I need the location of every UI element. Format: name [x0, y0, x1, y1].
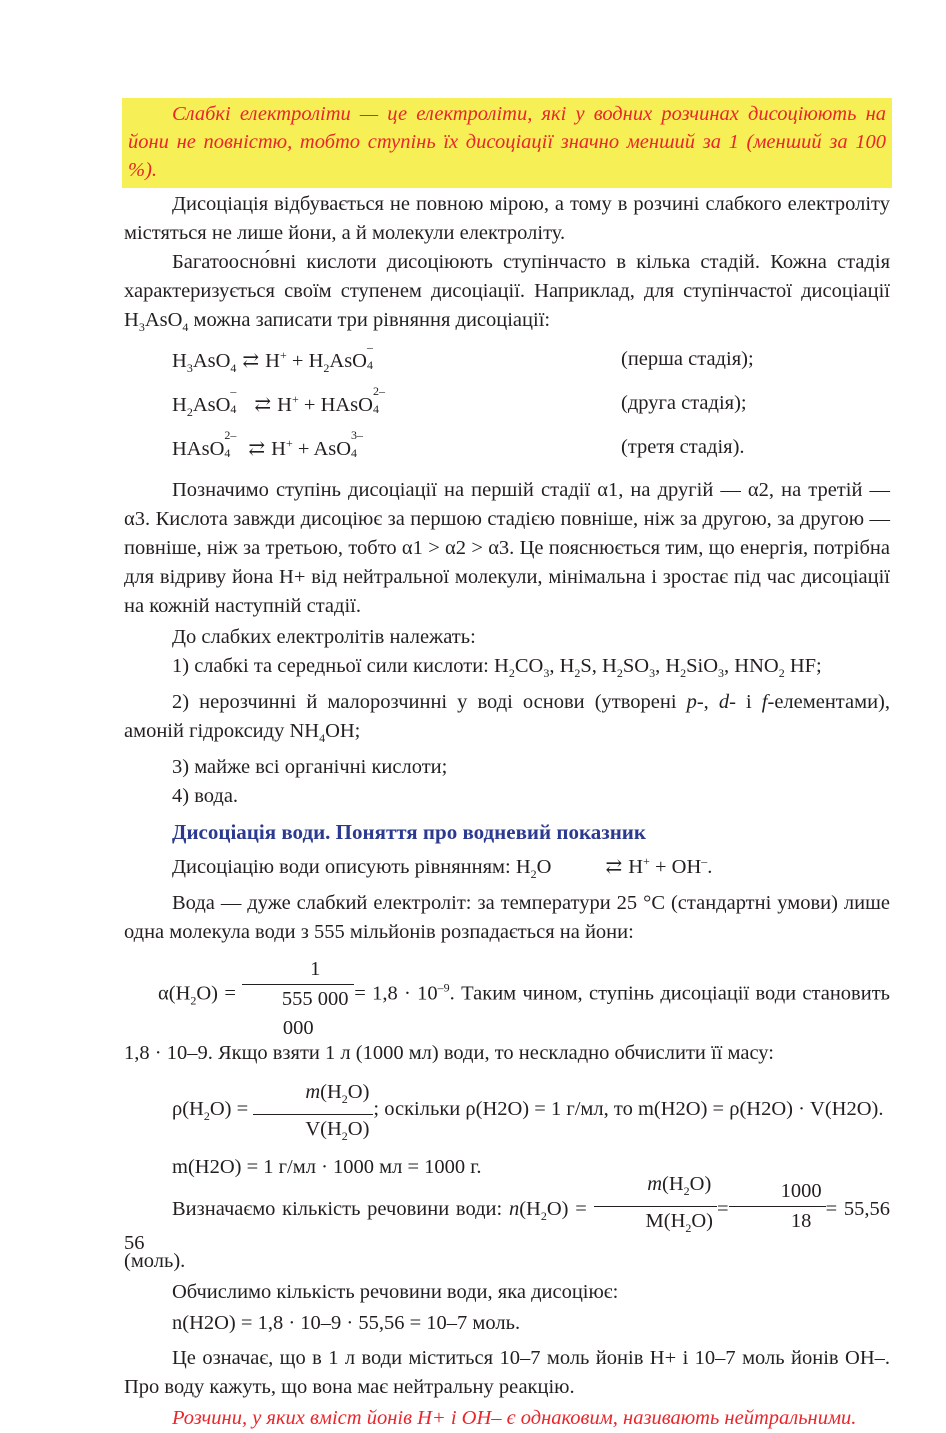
stage-label-3: (третя стадія).	[621, 436, 745, 458]
definition-neutral: Розчини, у яких вміст йонів H+ і OH– є однаковим, називають нейтральними.	[172, 1407, 857, 1429]
amount-frac2-den: 18	[729, 1206, 826, 1236]
page-number: 56	[124, 1232, 145, 1254]
amount-frac1-den: $M(H_2O)$	[594, 1206, 718, 1243]
water-paragraph: Вода — дуже слабкий електроліт: за температури 25 °С (стандартні умови) лише одна молекула води з 555 мільйонів розпадається на йони:	[124, 892, 890, 943]
list-item-2: 2) нерозчинні й малорозчинні у воді основи (утворені p-, d- і f-елементами), амоній гідроксиду $NH_4OH$;	[124, 691, 890, 745]
equation-stage-3	[124, 430, 890, 474]
list-item-3: 3) майже всі органічні кислоти;	[172, 756, 448, 778]
calc-line: n(H2O) = 1,8 · 10–9 · 55,56 = 10–7 моль.	[172, 1312, 521, 1334]
definition-weak-text: Слабкі електроліти — це електроліти, які у водних розчинах дисоціюють на йони не повністю, тобто ступінь їх дисоціації значно менший за 1 (менший за 100 %).	[128, 103, 886, 181]
rho-tail-text: ; оскільки ρ(H2O) = 1 г/мл, то m(H2O) = ρ(H2O) · V(H2O).	[373, 1098, 884, 1121]
amount-intro: Визначаємо кількість речовини води:	[172, 1198, 509, 1221]
alpha-formula-line: $\alpha(H_2O)$ = $\frac{1}{555 000 000}$ = $1,8 \cdot 10^{-9}$. Таким чином, ступінь дисоціації води становить 1,8 · 10–9. Якщо взяти 1 л (1000 мл) води, то нескладно обчислити її масу:	[124, 951, 890, 1068]
list1-prefix: 1) слабкі та середньої сили кислоти:	[172, 655, 495, 677]
meaning-paragraph: Це означає, що в 1 л води міститься 10–7 моль йонів H+ і 10–7 моль йонів OH–. Про воду кажуть, що вона має нейтральну реакцію.	[124, 1347, 890, 1398]
alpha-fraction	[242, 955, 354, 1043]
section-heading: Дисоціація води. Поняття про водневий показник	[172, 820, 646, 844]
list2-text-a: 2) нерозчинні й малорозчинні у воді основи (утворені	[172, 691, 687, 713]
paragraph-3: Позначимо ступінь дисоціації на першій стадії α1, на другій — α2, на третій — α3. Кислота завжди дисоціює за першою стадією повніше, ніж за другою, за другою — повніше, ніж за третьою, тобто α1 > α2 > α3. Це пояснюється тим, що енергія, потрібна для відриву йона H+ від нейтральної молекули, мінімальна і зростає під час дисоціації на кожній наступній стадії.	[124, 479, 890, 617]
equilibrium-arrow-icon: ⇄	[605, 856, 623, 878]
alpha-denominator: 555 000 000	[242, 984, 354, 1043]
list2-text-b: -елементами), амоній гідроксиду	[124, 691, 890, 742]
amount-fraction-1	[594, 1170, 718, 1243]
rho-denominator: $V(H_2O)$	[253, 1114, 373, 1151]
water-eq-intro: Дисоціацію води описують рівнянням:	[172, 856, 516, 878]
alpha-tail-text: Таким чином, ступінь дисоціації води становить 1,8 · 10–9. Якщо взяти 1 л (1000 мл) води, то нескладно обчислити її масу:	[124, 982, 891, 1064]
rho-numerator: $m(H_2O)$	[305, 1081, 370, 1106]
para2-text-a: Багатоосно́вні кислоти дисоціюють ступінчасто в кілька стадій. Кожна стадія характеризується своїм ступенем дисоціації. Наприклад, для ступінчастої дисоціації	[124, 251, 890, 302]
rho-fraction	[253, 1078, 373, 1151]
list-item-1: 1) слабкі та середньої сили кислоти: $H_2CO_3$, $H_2S$, $H_2SO_3$, $H_2SiO_3$, $HNO_2$ HF;	[172, 655, 822, 680]
equilibrium-arrow-icon: ⇄	[254, 394, 272, 416]
page-content	[124, 98, 890, 1433]
calc-intro: Обчислимо кількість речовини води, яка дисоціює:	[172, 1281, 619, 1303]
equation-stage-1-formula: $H_3AsO_4$ ⇄ $H^+ + H_2AsO$ – 4	[172, 340, 373, 375]
rho-formula-line: $\rho(H_2O)$ = $\frac{m(H_2O)}{V(H_2O)}$ ; оскільки ρ(H2O) = 1 г/мл, то m(H2O) = ρ(H2O) · V(H2O).	[124, 1074, 890, 1147]
para2-text-b: можна записати три рівняння дисоціації:	[188, 309, 551, 331]
amount-fraction-2	[729, 1177, 826, 1236]
list-item-4: 4) вода.	[172, 785, 239, 807]
alpha-numerator: 1	[310, 958, 321, 980]
equation-stage-2-formula: $H_2AsO$ – 4 ⇄ H+ + HAsO 2– 4	[172, 384, 385, 419]
water-equation: Дисоціацію води описують рівнянням: $H_2O$ ⇄ H+ + OH–.	[172, 854, 713, 881]
equilibrium-arrow-icon: ⇄	[242, 350, 260, 372]
equation-stage-3-formula: HAsO 2– 4 ⇄ H+ + AsO 3– 4	[172, 428, 364, 460]
amount-line: Визначаємо кількість речовини води: $n(H_2O)$ = $\frac{m(H_2O)}{M(H_2O)}$ = $\frac{1000}{18}$ = 55,56 (моль).	[124, 1174, 890, 1276]
equation-stage-1	[124, 342, 890, 386]
definition-weak-electrolytes	[122, 98, 892, 188]
paragraph-2: Багатоосно́вні кислоти дисоціюють ступінчасто в кілька стадій. Кожна стадія характеризується своїм ступенем дисоціації. Наприклад, для ступінчастої дисоціації $H_3AsO_4$ можна записати три рівняння дисоціації:	[124, 251, 890, 334]
stage-label-1: (перша стадія);	[621, 348, 754, 370]
amount-frac1-num: $m(H_2O)$	[647, 1173, 712, 1198]
equation-stage-2	[124, 386, 890, 430]
mass-line: m(H2O) = 1 г/мл · 1000 мл = 1000 г.	[172, 1156, 482, 1178]
amount-result: = 55,56 (моль).	[124, 1198, 890, 1272]
amount-frac2-num: 1000	[780, 1180, 822, 1202]
equilibrium-arrow-icon: ⇄	[248, 438, 266, 460]
list-intro: До слабких електролітів належать:	[172, 626, 476, 648]
stage-label-2: (друга стадія);	[621, 392, 747, 414]
paragraph-1: Дисоціація відбувається не повною мірою, а тому в розчині слабкого електроліту містяться не лише йони, а й молекули електроліту.	[124, 193, 890, 244]
